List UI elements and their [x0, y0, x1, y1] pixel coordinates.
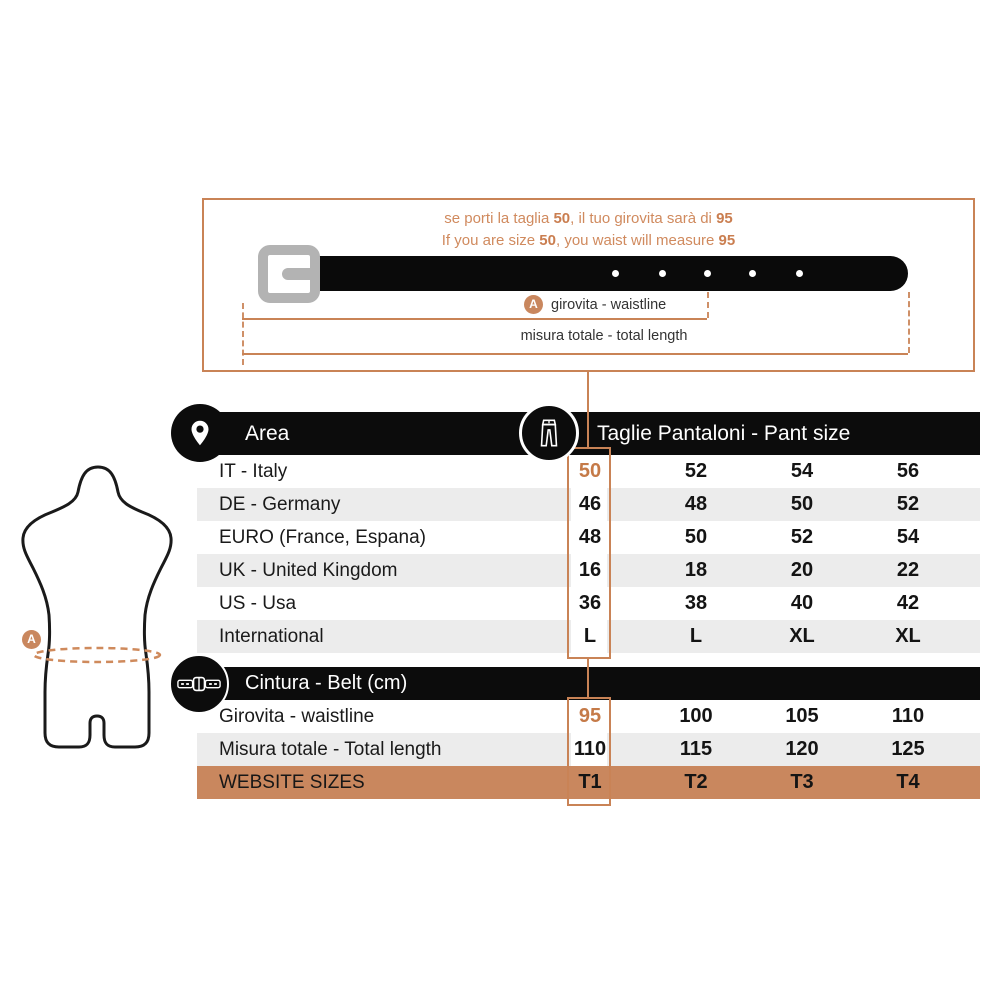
selected-size-highlight-box	[567, 447, 611, 659]
belt-strap-graphic	[300, 256, 908, 291]
waistline-dashed-ellipse	[34, 648, 160, 662]
total-length-measure-line	[242, 353, 908, 355]
table-row: EURO (France, Espana) 48 50 52 54	[219, 526, 920, 548]
belt-hole	[612, 270, 619, 277]
belt-header-label: Cintura - Belt (cm)	[245, 672, 408, 694]
waistline-label: A girovita - waistline	[524, 295, 666, 314]
table-row: DE - Germany 46 48 50 52	[197, 488, 980, 521]
belt-icon	[169, 654, 229, 714]
waistline-measure-line	[242, 318, 707, 320]
size-tables	[197, 412, 980, 799]
pants-icon	[519, 403, 579, 463]
measure-dash-waist	[707, 292, 709, 318]
pant-size-header-label: Taglie Pantaloni - Pant size	[597, 422, 851, 445]
belt-hole	[796, 270, 803, 277]
table-row: Misura totale - Total length 110 115 120 125	[197, 733, 980, 766]
connector-line-middle	[587, 658, 589, 698]
total-length-label: misura totale - total length	[520, 328, 688, 344]
belt-buckle-graphic	[258, 245, 320, 303]
table-row: US - Usa 36 38 40 42	[219, 592, 920, 614]
measure-dash-end	[908, 292, 910, 353]
table-row: IT - Italy 50 52 54 56	[219, 460, 920, 482]
a-badge: A	[524, 295, 543, 314]
caption-italian: se porti la taglia 50, il tuo girovita sarà di 95	[444, 210, 733, 227]
belt-diagram-box	[202, 198, 975, 372]
mannequin-figure	[18, 452, 178, 762]
measure-dash-left	[242, 303, 244, 365]
body-waist-badge: A	[22, 630, 41, 649]
website-sizes-row: WEBSITE SIZES T1 T2 T3 T4	[197, 766, 980, 799]
buckle-prong	[282, 268, 319, 280]
area-header-label: Area	[245, 422, 290, 445]
connector-line-top	[587, 370, 589, 448]
belt-hole	[659, 270, 666, 277]
belt-hole	[749, 270, 756, 277]
location-pin-icon	[171, 404, 229, 462]
table-row: International L L XL XL	[197, 620, 980, 653]
belt-hole	[704, 270, 711, 277]
torso-outline	[23, 467, 171, 747]
caption-english: If you are size 50, you waist will measure 95	[441, 232, 736, 249]
table-row: Girovita - waistline 95 100 105 110	[219, 705, 925, 727]
selected-size-highlight-box	[567, 697, 611, 806]
table-row: UK - United Kingdom 16 18 20 22	[197, 554, 980, 587]
